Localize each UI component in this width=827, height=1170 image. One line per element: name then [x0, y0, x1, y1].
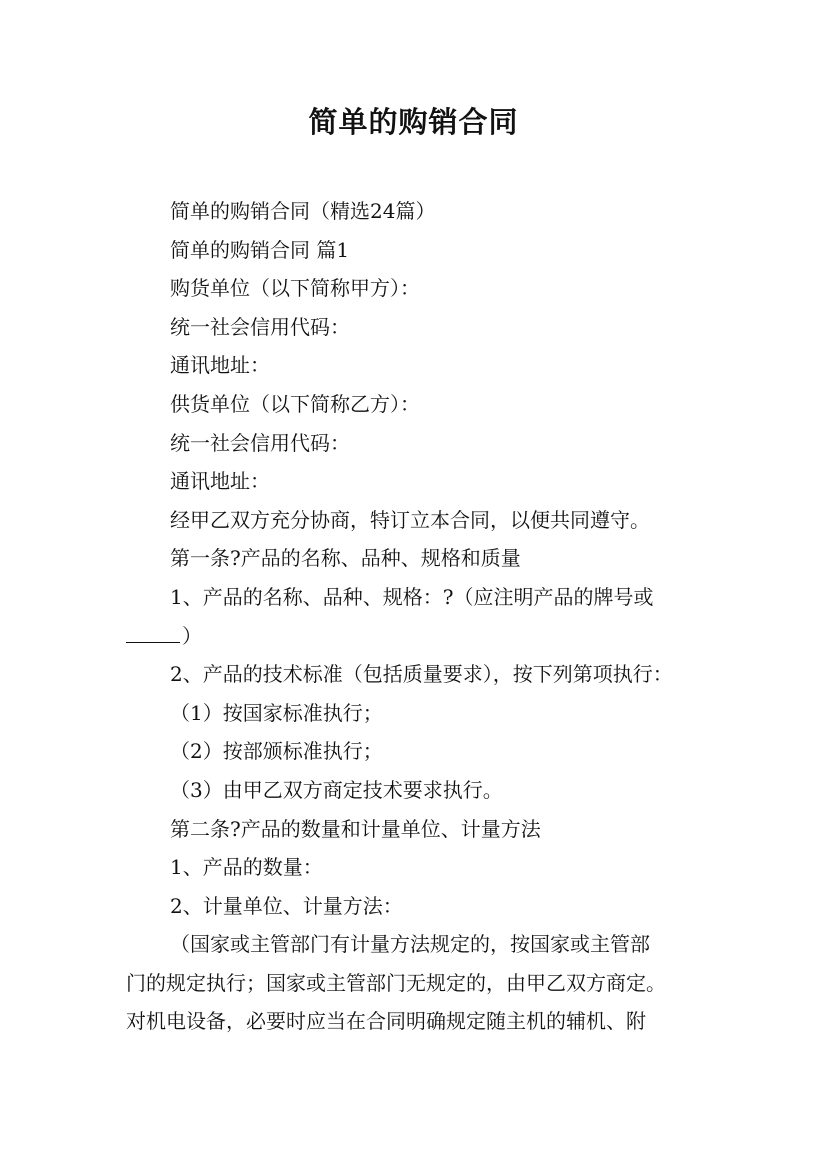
- measurement-paragraph-line-2: 门的规定执行；国家或主管部门无规定的，由甲乙双方商定。: [126, 970, 666, 995]
- article-1-item-2: 2、产品的技术标准（包括质量要求），按下列第项执行：: [170, 662, 673, 687]
- buyer-credit-code-line: 统一社会信用代码：: [170, 314, 350, 339]
- agreement-line: 经甲乙双方充分协商，特订立本合同，以便共同遵守。: [170, 507, 650, 532]
- measurement-paragraph-line-1: （国家或主管部门有计量方法规定的，按国家或主管部: [170, 932, 650, 957]
- subtitle-line: 简单的购销合同（精选24篇）: [170, 199, 436, 223]
- seller-line: 供货单位（以下简称乙方）：: [170, 391, 420, 416]
- seller-credit-code-line: 统一社会信用代码：: [170, 430, 350, 455]
- article-1-item-1-continued: [126, 617, 716, 656]
- option-3: （3）由甲乙双方商定技术要求执行。: [170, 777, 503, 802]
- option-1: （1）按国家标准执行；: [170, 700, 383, 725]
- measurement-paragraph-line-3: 对机电设备，必要时应当在合同明确规定随主机的辅机、附: [126, 1009, 646, 1034]
- closing-paren: ）: [182, 623, 202, 648]
- article-2-heading: 第二条?产品的数量和计量单位、计量方法: [170, 816, 541, 841]
- article-1-item-1: 1、产品的名称、品种、规格：?（应注明产品的牌号或: [170, 584, 654, 609]
- option-2: （2）按部颁标准执行；: [170, 739, 383, 764]
- document-title: 简单的购销合同: [308, 105, 519, 139]
- buyer-line: 购货单位（以下简称甲方）：: [170, 276, 420, 301]
- article-2-item-2: 2、计量单位、计量方法：: [170, 893, 403, 918]
- article-2-item-1: 1、产品的数量：: [170, 855, 323, 880]
- buyer-address-line: 通讯地址：: [170, 353, 270, 378]
- article-1-heading: 第一条?产品的名称、品种、规格和质量: [170, 546, 521, 571]
- document-body: [126, 192, 716, 1041]
- blank-underline: [126, 622, 180, 643]
- section-heading: 简单的购销合同 篇1: [170, 237, 350, 262]
- seller-address-line: 通讯地址：: [170, 469, 270, 494]
